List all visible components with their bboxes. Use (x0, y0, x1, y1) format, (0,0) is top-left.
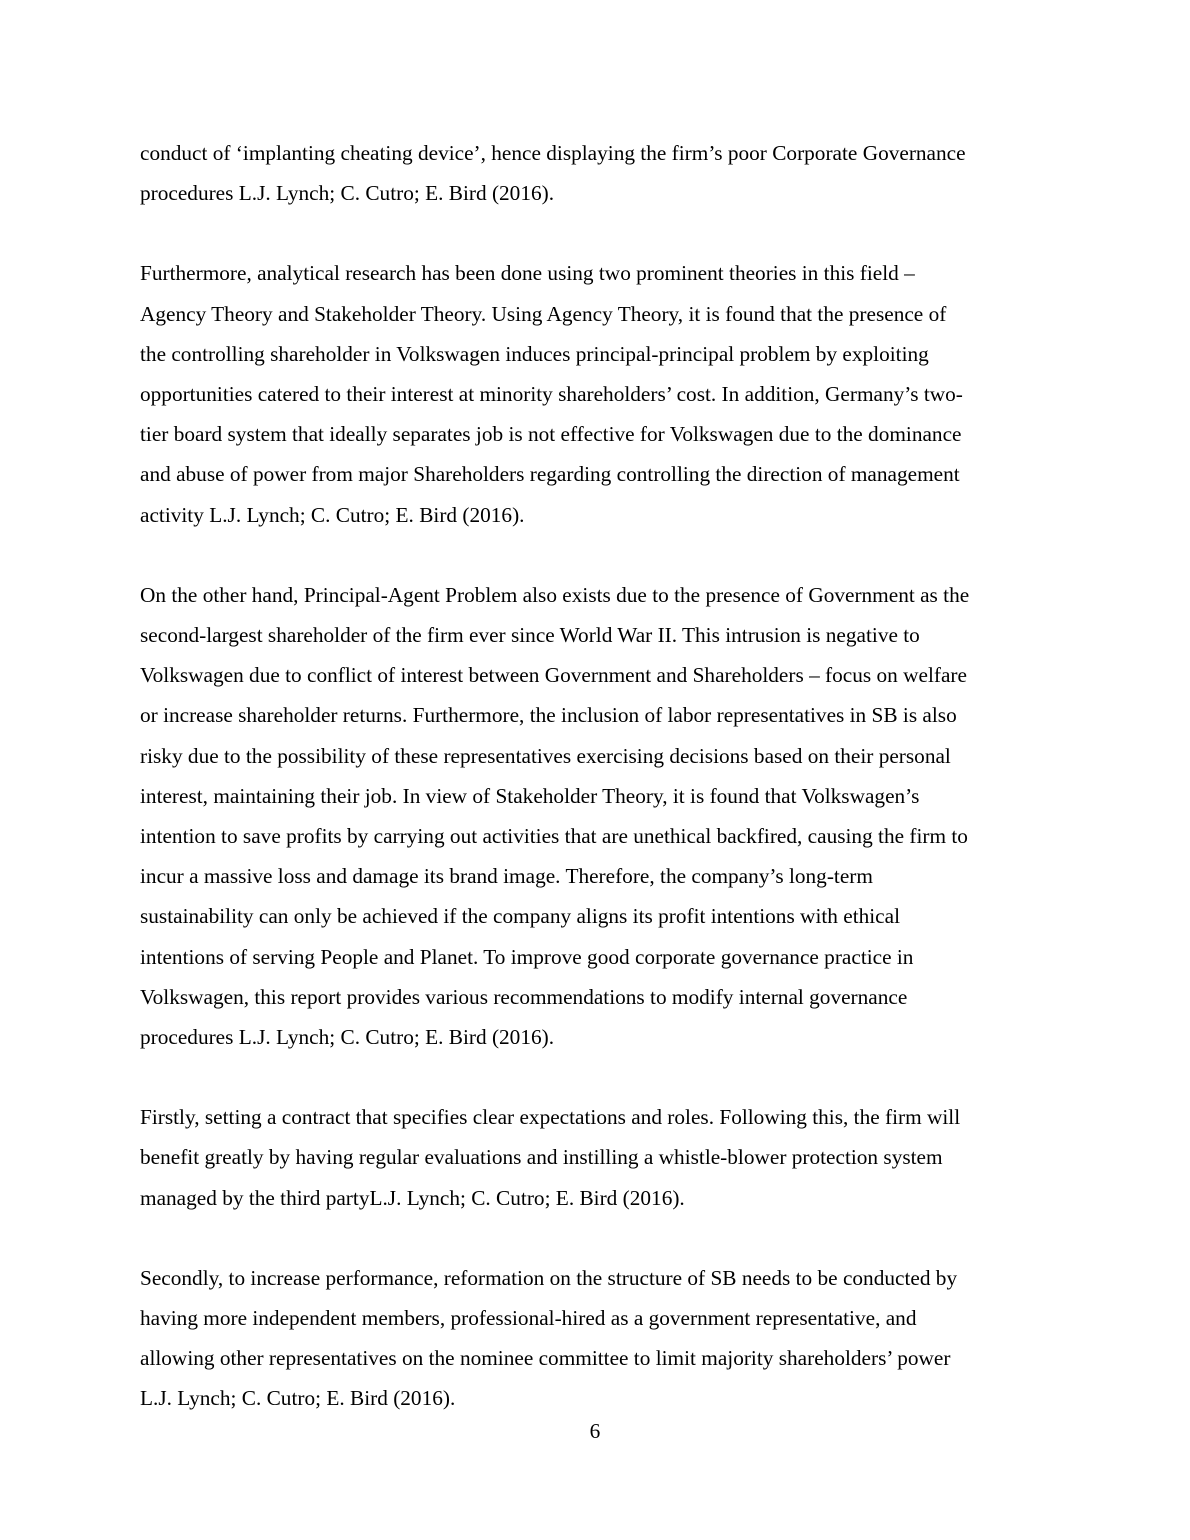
paragraph-second-recommendation: Secondly, to increase performance, reformation on the structure of SB needs to be conducted by having more independent members, professional-hired as a government representative, and allowing other representatives on the nominee committee to limit majority shareholders’ power L.J. Lynch; C. Cutro; E. Bird (2016). (140, 1265, 958, 1411)
page-number: 6 (589, 1419, 601, 1443)
paragraph-intro-continuation: conduct of ‘implanting cheating device’, hence displaying the firm’s poor Corporate Governance procedures L.J. Lynch; C. Cutro; E. Bird (2016). (140, 141, 966, 206)
document-body (140, 133, 1055, 1459)
paragraph-principal-agent-problem: On the other hand, Principal-Agent Problem also exists due to the presence of Government as the second-largest shareholder of the firm ever since World War II. This intrusion is negative to Volkswagen due to conflict of interest between Government and Shareholders – focus on welfare or increase shareholder returns. Furthermore, the inclusion of labor representatives in SB is also risky due to the possibility of these representatives exercising decisions based on their personal interest, maintaining their job. In view of Stakeholder Theory, it is found that Volkswagen’s intention to save profits by carrying out activities that are unethical backfired, causing the firm to incur a massive loss and damage its brand image. Therefore, the company’s long-term sustainability can only be achieved if the company aligns its profit intentions with ethical intentions of serving People and Planet. To improve good corporate governance practice in Volkswagen, this report provides various recommendations to modify internal governance procedures L.J. Lynch; C. Cutro; E. Bird (2016). (140, 582, 970, 1050)
paragraph-first-recommendation: Firstly, setting a contract that specifies clear expectations and roles. Following this, the firm will benefit greatly by having regular evaluations and instilling a whistle-blower protection system managed by the third partyL.J. Lynch; C. Cutro; E. Bird (2016). (140, 1105, 961, 1210)
paragraph-agency-theory: Furthermore, analytical research has been done using two prominent theories in this field – Agency Theory and Stakeholder Theory. Using Agency Theory, it is found that the presence of the controlling shareholder in Volkswagen induces principal-principal problem by exploiting opportunities catered to their interest at minority shareholders’ cost. In addition, Germany’s two- tier board system that ideally separates job is not effective for Volkswagen due to the dominance and abuse of power from major Shareholders regarding controlling the direction of management activity L.J. Lynch; C. Cutro; E. Bird (2016). (140, 261, 963, 527)
